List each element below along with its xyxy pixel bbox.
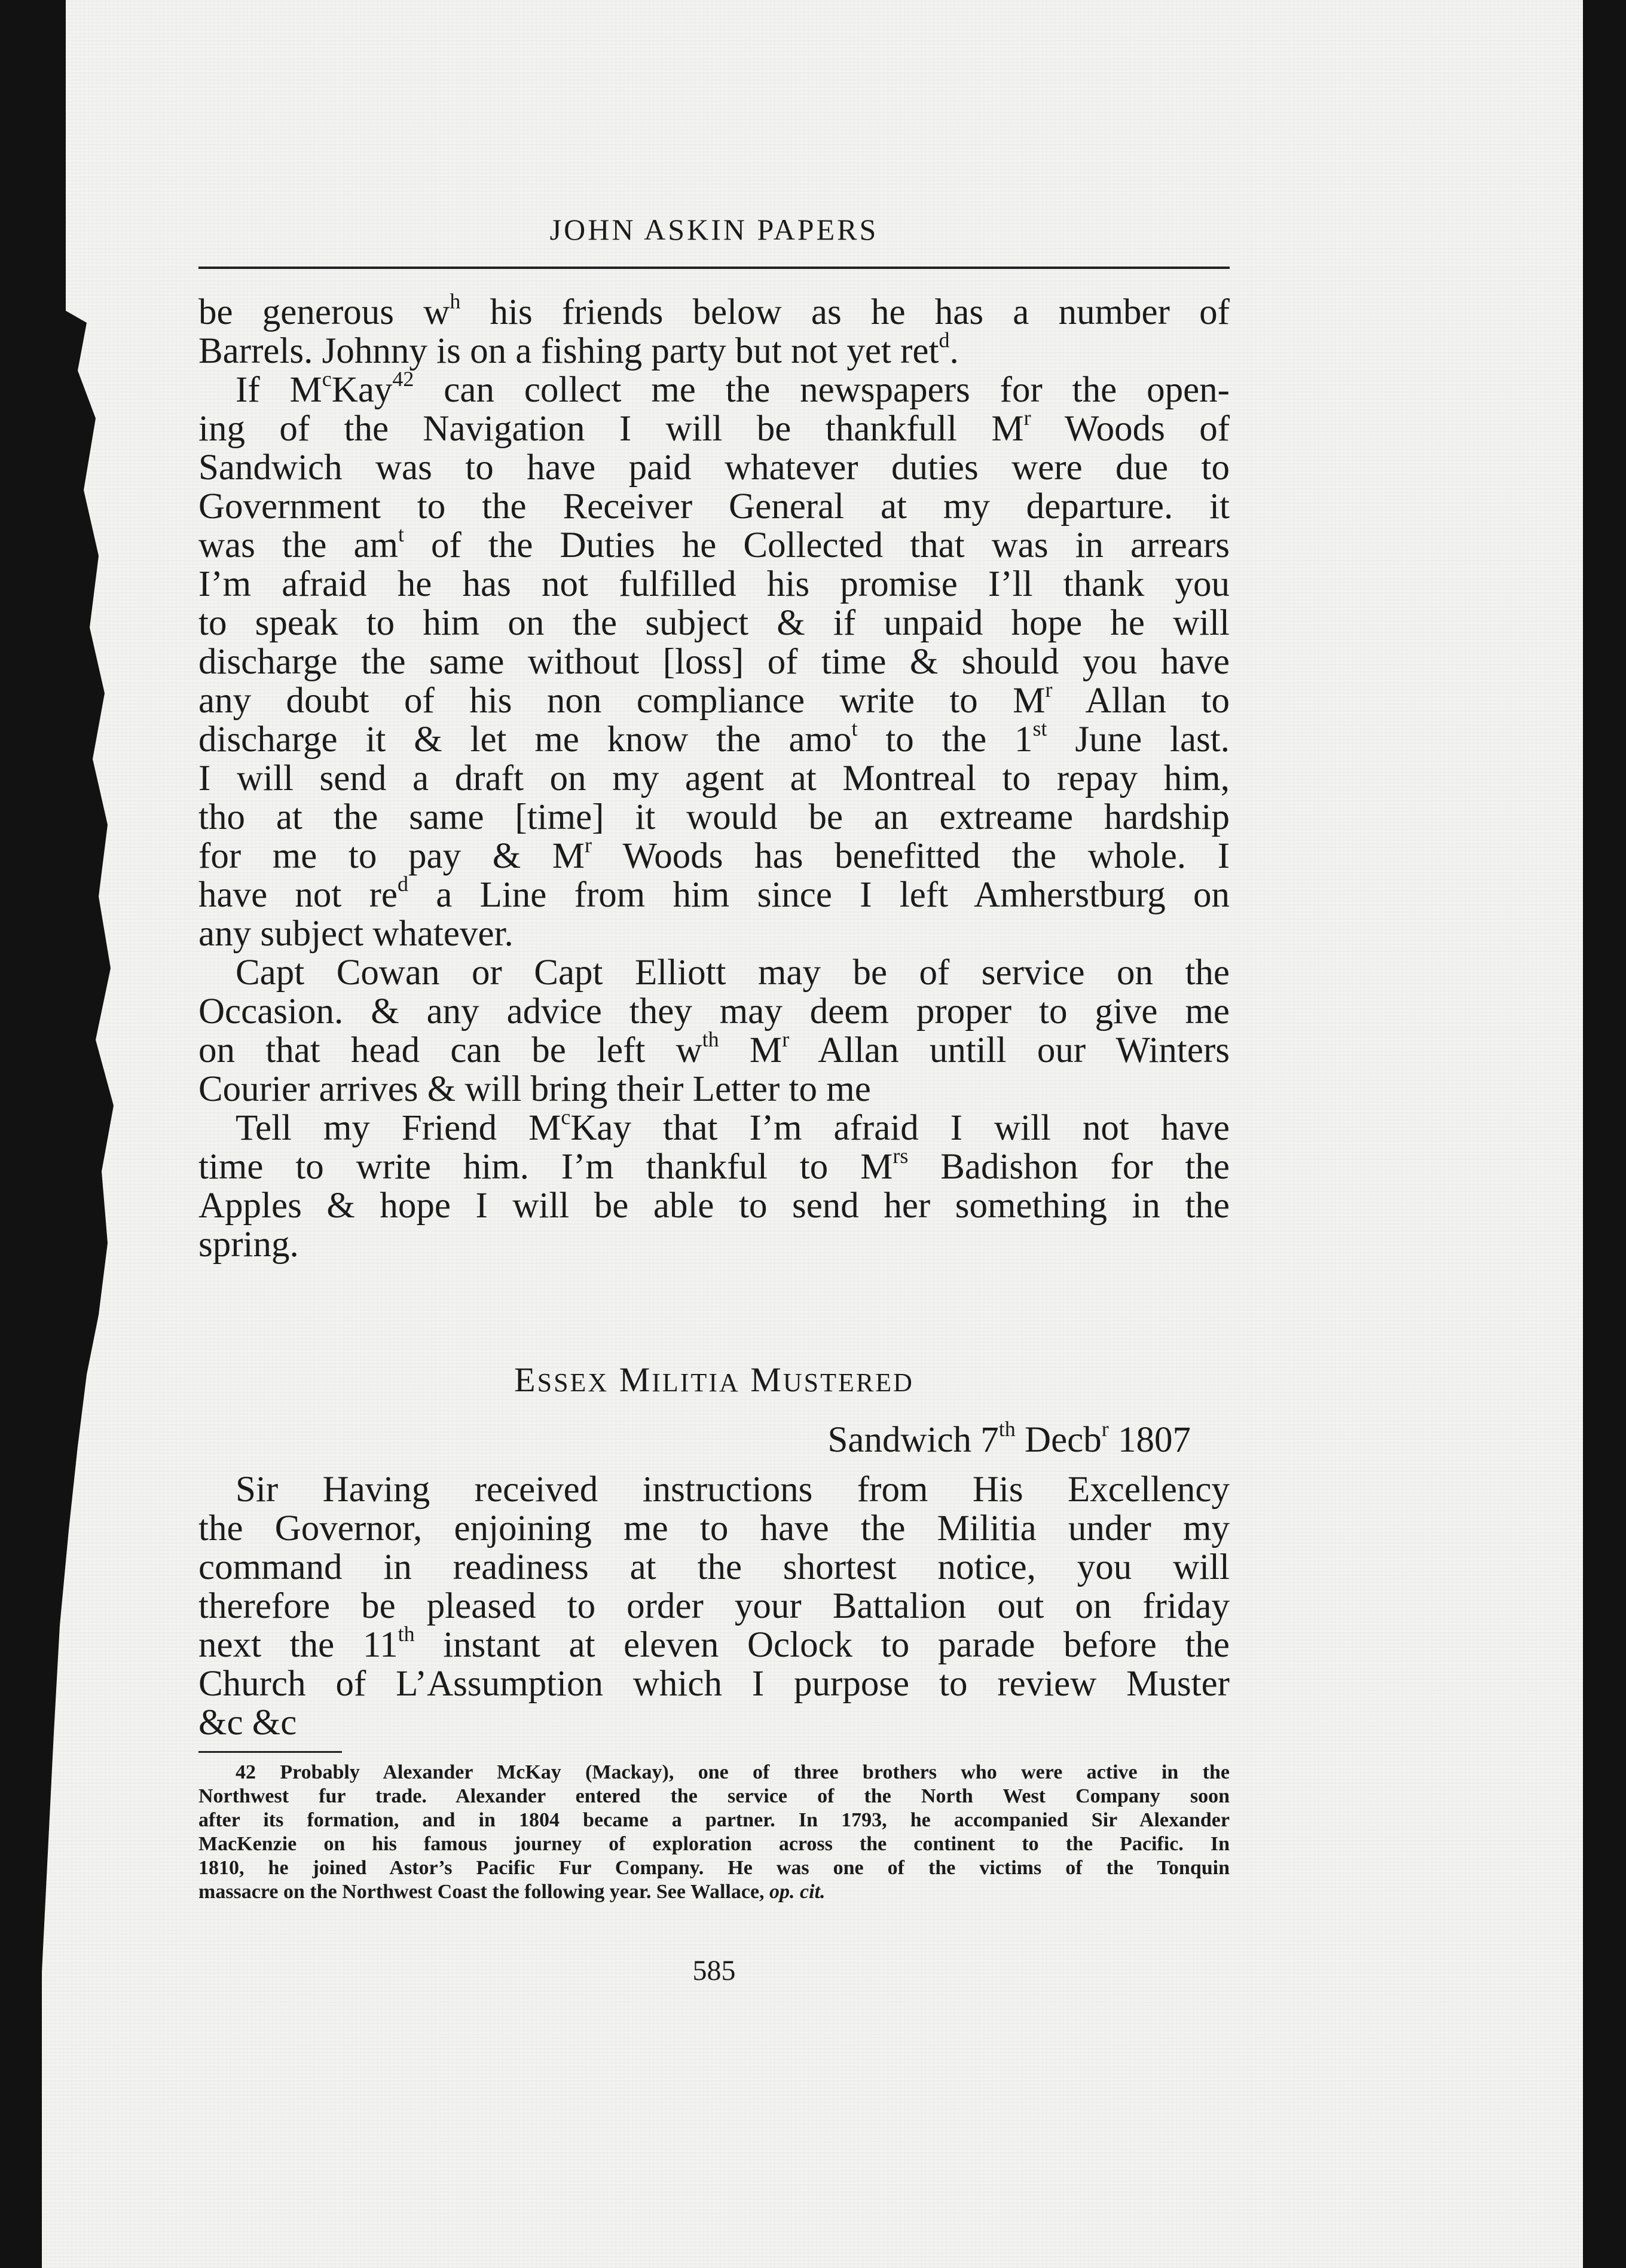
text-line: I will send a draft on my agent at Montreal to repay him, xyxy=(198,758,1230,798)
text-line: Barrels. Johnny is on a fishing party but not yet ret$^d$. xyxy=(198,328,959,371)
text-line: Apples & hope I will be able to send her something in the xyxy=(198,1186,1230,1226)
letter-body xyxy=(198,289,1230,1265)
text-line: time to write him. I’m thankful to $M^{rs}$ Badishon for the xyxy=(198,1144,1230,1187)
letter-dateline: Sandwich 7th Decb$^r$ 1807 xyxy=(827,1417,1191,1460)
text-line: for me to pay & $M^r$ Woods has benefitted the whole. I xyxy=(198,833,1230,876)
footnote-line: 42 Probably Alexander McKay (Mackay), one of three brothers who were active in the xyxy=(236,1761,1230,1783)
text-line: Capt Cowan or Capt Elliott may be of service on the xyxy=(236,953,1230,993)
page-number: 585 xyxy=(692,1955,736,1987)
text-line: ing of the Navigation I will be thankfull $M^r$ Woods of xyxy=(198,406,1230,449)
text-line: be generous $w^h$ his friends below as he has a number of xyxy=(198,289,1230,332)
text-line: Tell my Friend $M^cKay$ that I’m afraid I will not have xyxy=(236,1105,1230,1148)
text-line: command in readiness at the shortest notice, you will xyxy=(198,1547,1230,1587)
text-line: therefore be pleased to order your Battalion out on friday xyxy=(198,1586,1230,1626)
text-line: spring. xyxy=(198,1225,299,1265)
text-line: was the $am^t$ of the Duties he Collected that was in arrears xyxy=(198,522,1230,565)
text-line: Courier arrives & will bring their Letter to me xyxy=(198,1069,871,1109)
text-line: Sandwich was to have paid whatever duties were due to xyxy=(198,448,1230,488)
section-heading: ESSEX MILITIA MUSTERED xyxy=(514,1360,914,1399)
text-line: to speak to him on the subject & if unpaid hope he will xyxy=(198,603,1230,643)
footnote-line: 1810, he joined Astor’s Pacific Fur Company. He was one of the victims of the Tonquin xyxy=(198,1857,1230,1879)
text-line: next the 11th instant at eleven Oclock to parade before the xyxy=(198,1622,1230,1665)
book-page xyxy=(42,0,1583,2268)
text-line: discharge it & let me know the amo$^t$ to the 1st June last. xyxy=(198,717,1230,760)
text-line: Church of L’Assumption which I purpose to review Muster xyxy=(198,1664,1230,1704)
text-line: &c &c xyxy=(198,1703,297,1743)
footnote-line: Northwest fur trade. Alexander entered the service of the North West Company soon xyxy=(198,1785,1230,1807)
text-line: tho at the same [time] it would be an extreame hardship xyxy=(198,797,1230,837)
footnote-line: massacre on the Northwest Coast the following year. See Wallace, op. cit. xyxy=(198,1881,826,1903)
footnote-line: after its formation, and in 1804 became a partner. In 1793, he accompanied Sir Alexander xyxy=(198,1809,1230,1831)
footnote-number: 42 xyxy=(236,1761,256,1783)
text-line: any subject whatever. xyxy=(198,914,514,954)
text-line: Occasion. & any advice they may deem proper to give me xyxy=(198,991,1230,1032)
text-line: any doubt of his non compliance write to $M^r$ Allan to xyxy=(198,678,1230,721)
footnote-42 xyxy=(198,1761,1230,1904)
footnote-line: MacKenzie on his famous journey of exploration across the continent to the Pacific. In xyxy=(198,1833,1230,1855)
running-header: JOHN ASKIN PAPERS xyxy=(549,213,879,246)
footnote-rule xyxy=(198,1751,342,1753)
text-line: I’m afraid he has not fulfilled his promise I’ll thank you xyxy=(198,564,1230,604)
militia-letter-body xyxy=(198,1470,1230,1742)
text-line: the Governor, enjoining me to have the Militia under my xyxy=(198,1508,1230,1548)
text-line: If $M^cKay^{42}$ can collect me the newspapers for the open- xyxy=(236,367,1230,410)
header-rule xyxy=(198,267,1230,269)
text-line: discharge the same without [loss] of time & should you have xyxy=(198,642,1230,682)
footnote-ref: 42 xyxy=(392,367,414,391)
text-line: Sir Having received instructions from His Excellency xyxy=(236,1470,1230,1510)
torn-page-edge xyxy=(42,0,173,2268)
text-line: Government to the Receiver General at my departure. it xyxy=(198,486,1230,527)
text-line: on that head can be left $w^{th}$ $M^r$ Allan untill our Winters xyxy=(198,1027,1230,1070)
text-line: have not $re^d$ a Line from him since I left Amherstburg on xyxy=(198,872,1230,915)
